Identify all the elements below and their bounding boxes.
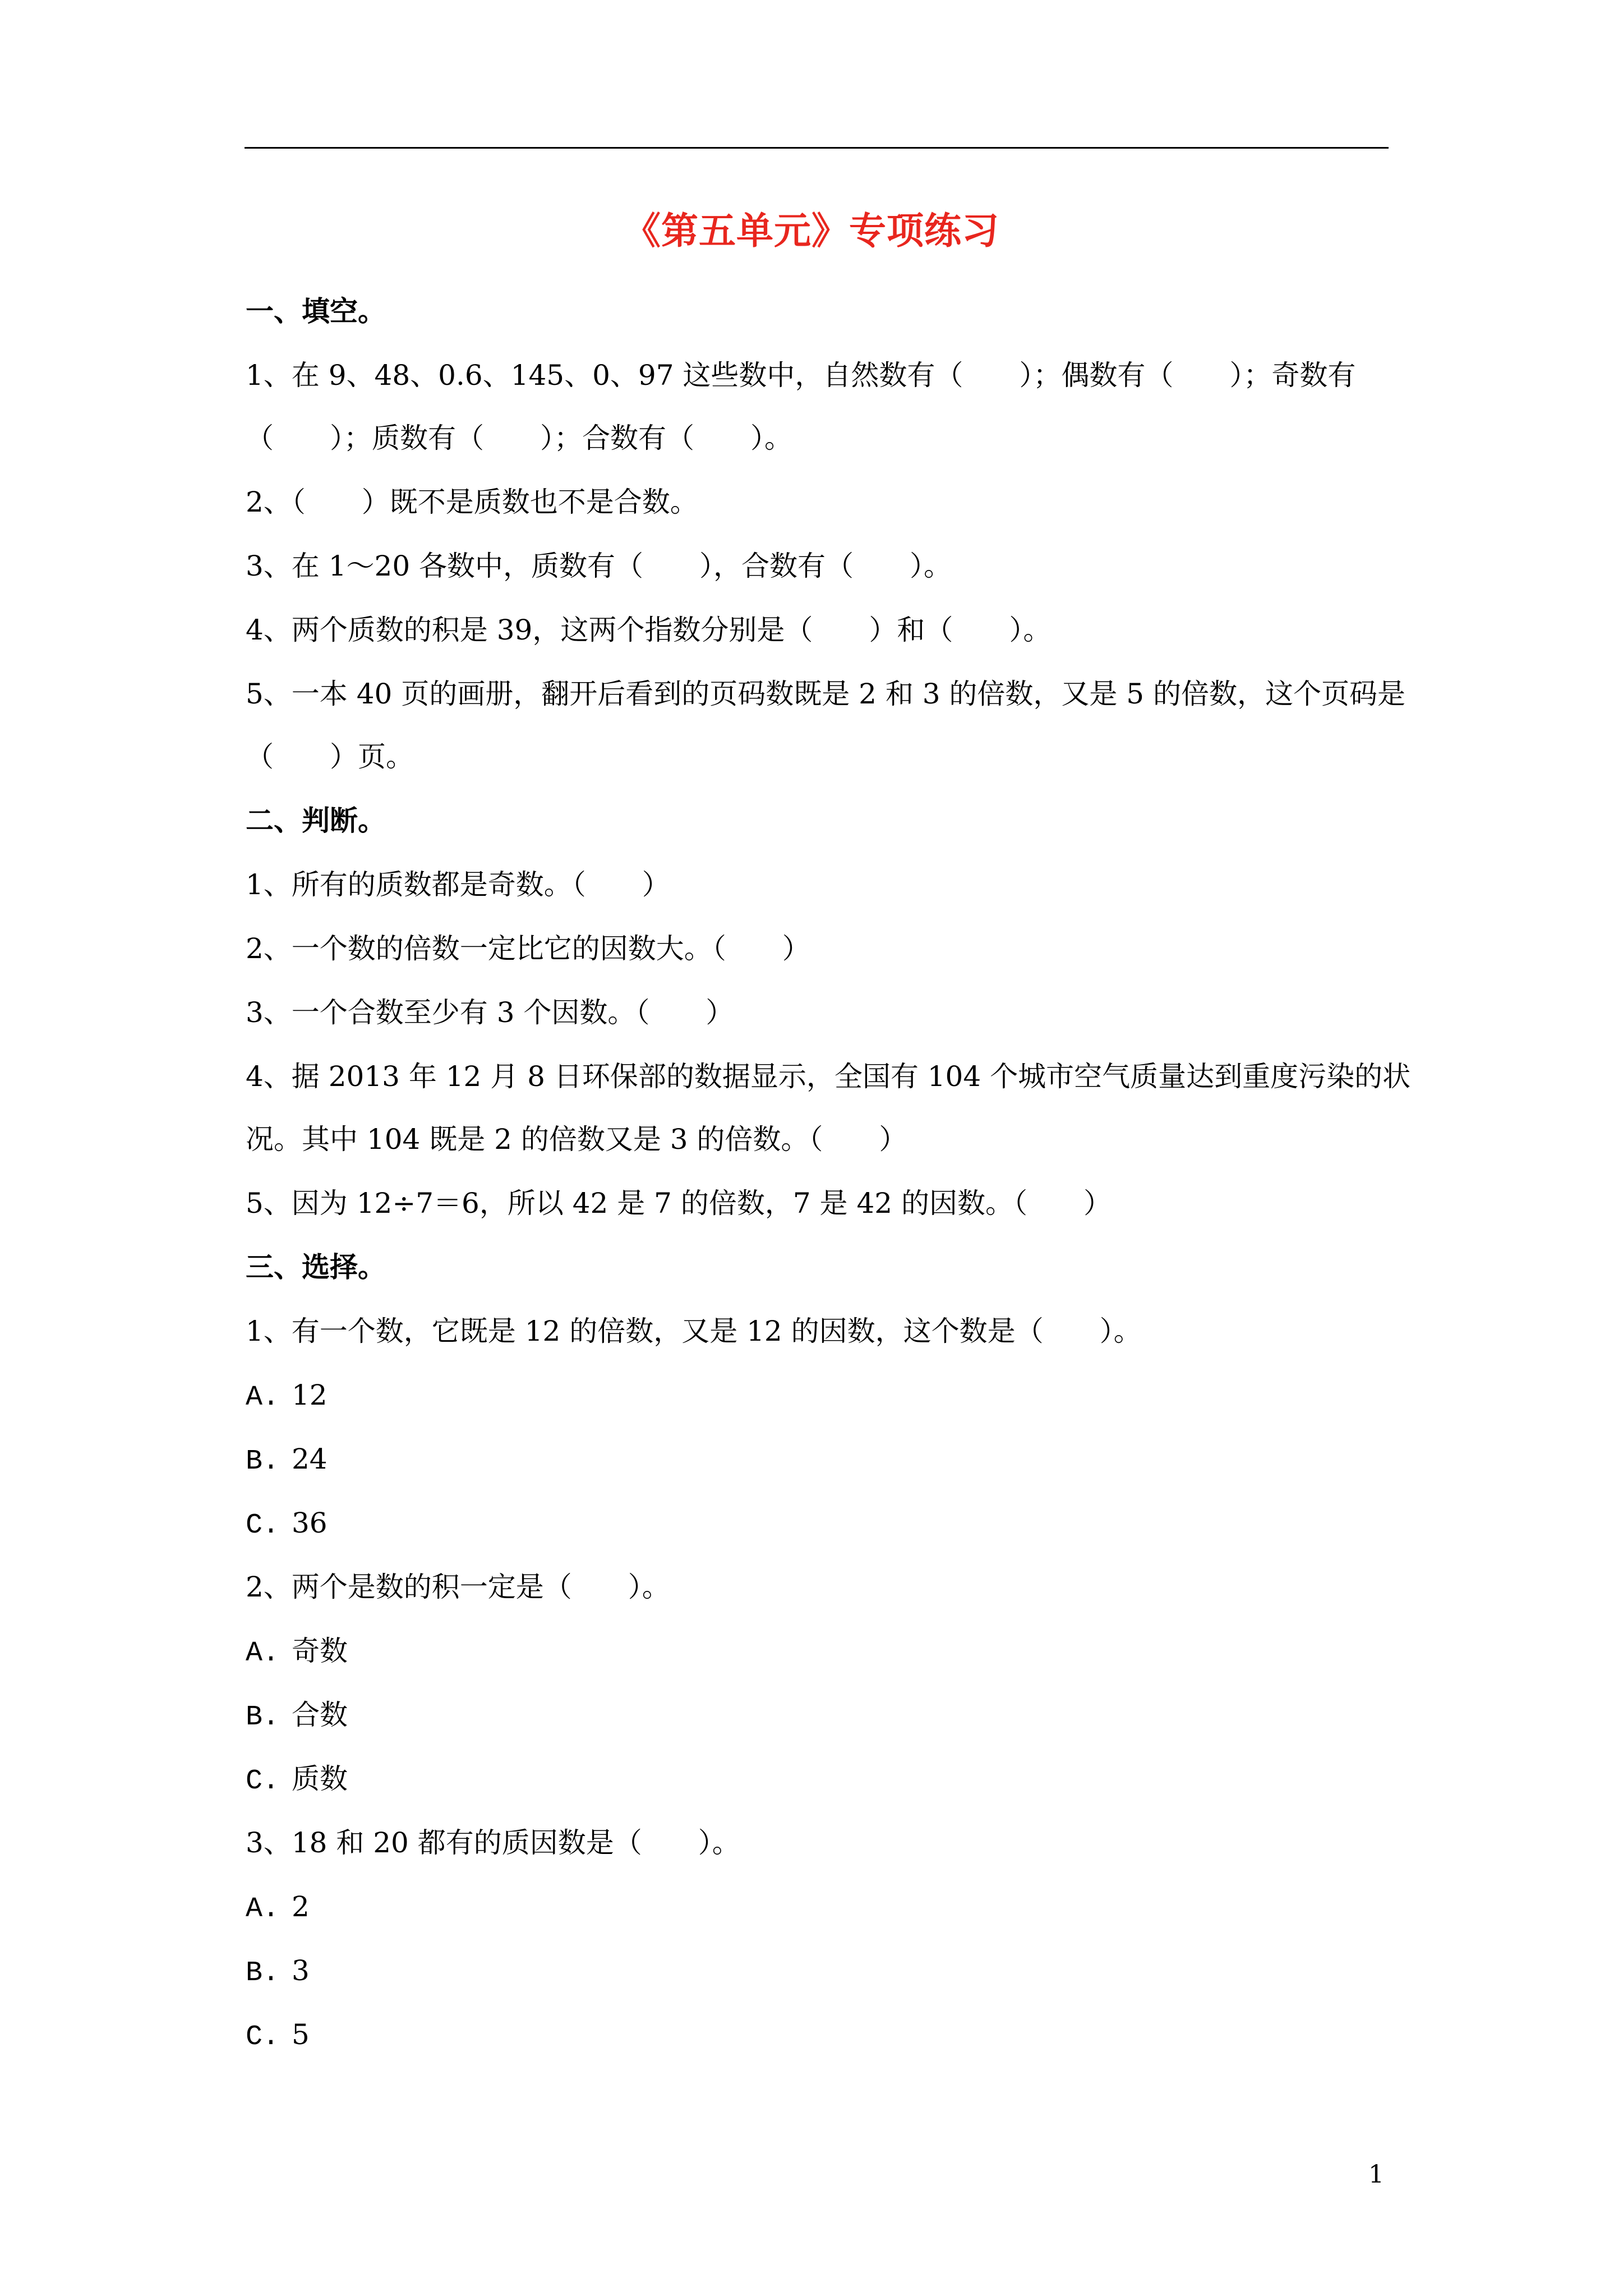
question-text: 3、一个合数至少有 3 个因数。（ ） bbox=[246, 996, 734, 1029]
question-text: 1、在 9、48、0.6、145、0、97 这些数中，自然数有（ ）；偶数有（ ）；奇数有 bbox=[246, 359, 1356, 392]
question-text-continued: （ ）页。 bbox=[246, 740, 414, 773]
question-text: 5、因为 12÷7＝6，所以 42 是 7 的倍数，7 是 42 的因数。（ ） bbox=[246, 1187, 1112, 1220]
question-text: 2、一个数的倍数一定比它的因数大。（ ） bbox=[246, 932, 810, 965]
choice-option-b bbox=[246, 1954, 1390, 1989]
section-heading-choice: 三、选择。 bbox=[246, 1251, 386, 1283]
option-text: 36 bbox=[292, 1507, 328, 1539]
choice-option-b bbox=[246, 1443, 1390, 1478]
option-letter: A. bbox=[246, 1893, 280, 1925]
choice-option-a bbox=[246, 1379, 1390, 1414]
choice-option-c bbox=[246, 1507, 1390, 1542]
question-text: 3、在 1～20 各数中，质数有（ ），合数有（ ）。 bbox=[246, 550, 952, 582]
header-rule bbox=[245, 147, 1389, 149]
option-letter: B. bbox=[246, 1957, 280, 1989]
option-letter: C. bbox=[246, 1765, 280, 1797]
question-text-continued: （ ）；质数有（ ）；合数有（ ）。 bbox=[246, 422, 792, 454]
question-text: 2、两个是数的积一定是（ ）。 bbox=[246, 1571, 670, 1603]
question-text: 4、据 2013 年 12 月 8 日环保部的数据显示，全国有 104 个城市空气质量达到重度污染的状 bbox=[246, 1060, 1411, 1093]
question-text-continued: 况。其中 104 既是 2 的倍数又是 3 的倍数。（ ） bbox=[246, 1123, 907, 1156]
section-heading-fill-blank: 一、填空。 bbox=[246, 295, 386, 328]
option-text: 5 bbox=[292, 2018, 310, 2051]
exercise-content bbox=[246, 295, 1411, 2085]
option-text: 奇数 bbox=[292, 1635, 348, 1667]
option-text: 24 bbox=[292, 1443, 328, 1475]
option-text: 12 bbox=[292, 1379, 328, 1411]
choice-option-a bbox=[246, 1890, 1390, 1925]
option-letter: A. bbox=[246, 1637, 280, 1669]
option-letter: C. bbox=[246, 2021, 280, 2053]
question-text: 3、18 和 20 都有的质因数是（ ）。 bbox=[246, 1826, 740, 1859]
option-letter: A. bbox=[246, 1382, 280, 1414]
option-text: 3 bbox=[292, 1954, 310, 1987]
option-letter: B. bbox=[246, 1701, 280, 1733]
option-letter: B. bbox=[246, 1446, 280, 1478]
question-text: 1、所有的质数都是奇数。（ ） bbox=[246, 868, 670, 901]
option-letter: C. bbox=[246, 1510, 280, 1542]
page-number: 1 bbox=[1368, 2160, 1384, 2189]
option-text: 质数 bbox=[292, 1763, 348, 1795]
choice-option-a bbox=[246, 1635, 1390, 1669]
choice-option-c bbox=[246, 1763, 1390, 1797]
option-text: 2 bbox=[292, 1890, 310, 1923]
question-text: 4、两个质数的积是 39，这两个指数分别是（ ）和（ ）。 bbox=[246, 614, 1052, 646]
question-text: 2、（ ）既不是质数也不是合数。 bbox=[246, 486, 698, 518]
choice-option-b bbox=[246, 1699, 1390, 1733]
question-text: 5、一本 40 页的画册，翻开后看到的页码数既是 2 和 3 的倍数，又是 5 的倍数，这个页码是 bbox=[246, 678, 1406, 710]
option-text: 合数 bbox=[292, 1699, 348, 1731]
choice-option-c bbox=[246, 2018, 1390, 2053]
document-title: 《第五单元》专项练习 bbox=[624, 209, 999, 252]
section-heading-judge: 二、判断。 bbox=[246, 804, 386, 837]
question-text: 1、有一个数，它既是 12 的倍数，又是 12 的因数，这个数是（ ）。 bbox=[246, 1315, 1142, 1347]
